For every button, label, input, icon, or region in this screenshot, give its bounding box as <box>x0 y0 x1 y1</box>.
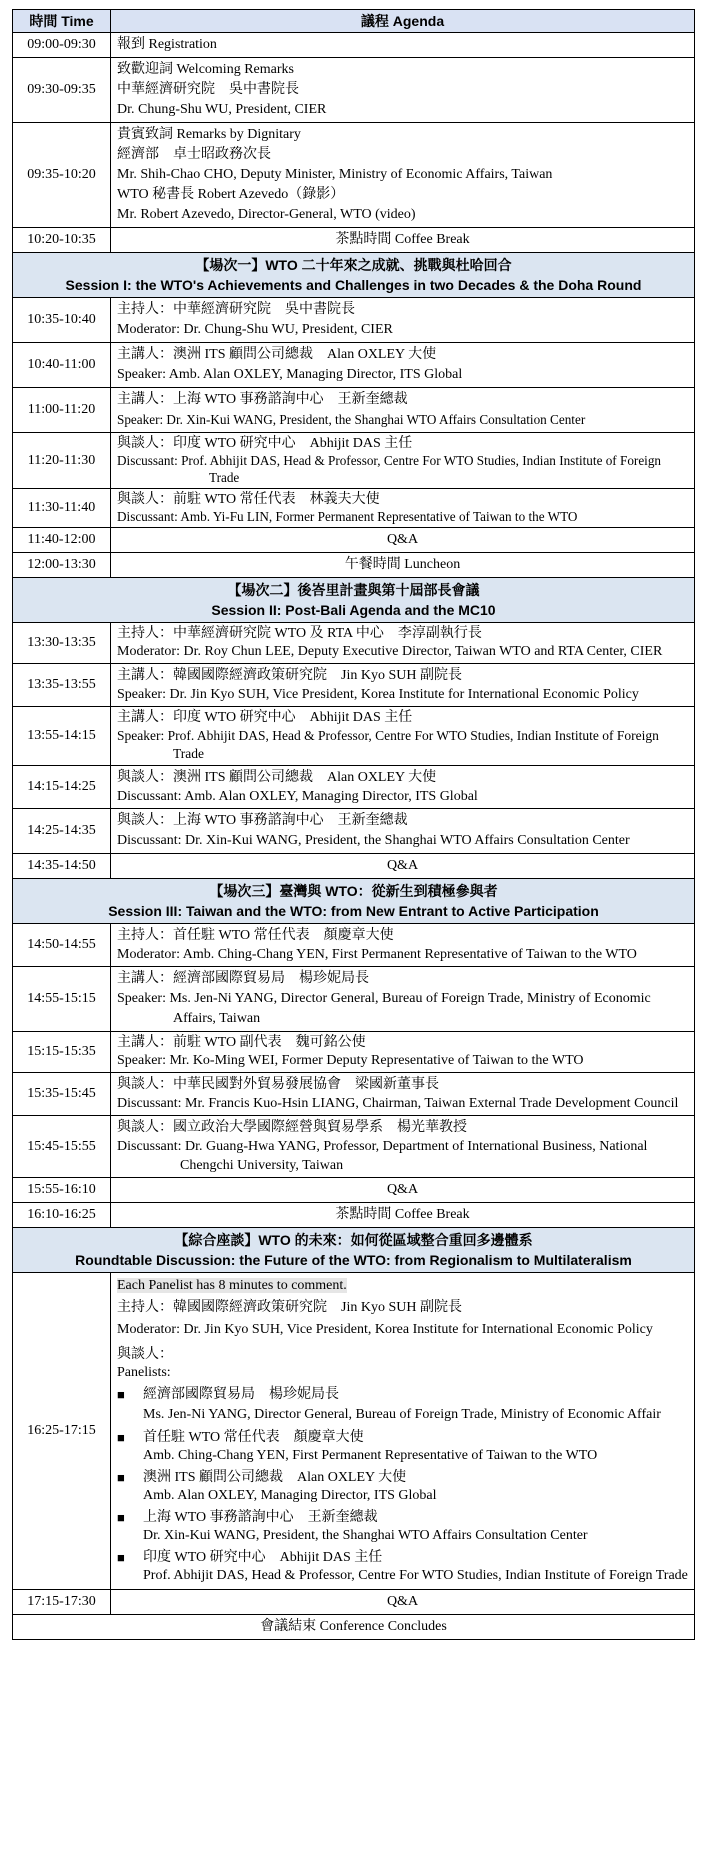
speaker-zh: 與談人：中華民國對外貿易發展協會 梁國新董事長 <box>117 1077 439 1092</box>
table-row <box>13 1032 695 1073</box>
row-item <box>111 766 695 809</box>
table-row <box>13 854 695 879</box>
row-item <box>111 809 695 854</box>
row-time: 14:50-14:55 <box>13 924 111 967</box>
panelist-zh: 首任駐 WTO 常任代表 顏慶章大使 <box>143 1430 364 1445</box>
speaker-zh: 與談人：印度 WTO 研究中心 Abhijit DAS 主任 <box>117 436 413 451</box>
row-time: 13:55-14:15 <box>13 707 111 766</box>
speaker-en: Speaker: Dr. Jin Kyo SUH, Vice President, Korea Institute for International Economic Policy <box>117 687 639 702</box>
row-time: 09:35-10:20 <box>13 123 111 228</box>
speaker-zh: 主講人：上海 WTO 事務諮詢中心 王新奎總裁 <box>117 392 408 407</box>
row-item <box>111 1073 695 1116</box>
table-row <box>13 528 695 553</box>
panelist-en: Amb. Alan OXLEY, Managing Director, ITS Global <box>143 1488 437 1503</box>
row-time: 16:25-17:15 <box>13 1273 111 1590</box>
speaker-zh: 主持人：中華經濟研究院 吳中書院長 <box>117 302 355 317</box>
row-item: 午餐時間 Luncheon <box>111 553 695 578</box>
row-item: 報到 Registration <box>111 33 695 58</box>
table-row <box>13 553 695 578</box>
speaker-zh: 與談人：上海 WTO 事務諮詢中心 王新奎總裁 <box>117 813 408 828</box>
speaker-zh: 與談人：澳洲 ITS 顧問公司總裁 Alan OXLEY 大使 <box>117 770 437 785</box>
speaker-en: Discussant: Amb. Yi-Fu LIN, Former Permanent Representative of Taiwan to the WTO <box>117 509 578 524</box>
row-item <box>111 1116 695 1178</box>
row-item <box>111 1273 695 1590</box>
table-row <box>13 489 695 528</box>
speaker-en: Speaker: Amb. Alan OXLEY, Managing Director, ITS Global <box>117 367 463 382</box>
row-time: 09:00-09:30 <box>13 33 111 58</box>
table-header <box>13 10 695 33</box>
item-title: 致歡迎詞 Welcoming Remarks <box>117 62 294 77</box>
speaker-en: Discussant: Amb. Alan OXLEY, Managing Director, ITS Global <box>117 789 478 804</box>
table-row <box>13 1273 695 1590</box>
row-item <box>111 1032 695 1073</box>
row-item: Q&A <box>111 528 695 553</box>
table-row <box>13 58 695 123</box>
row-item: 茶點時間 Coffee Break <box>111 1203 695 1228</box>
speaker-en: Mr. Robert Azevedo, Director-General, WTO (video) <box>117 207 416 222</box>
table-row <box>13 123 695 228</box>
row-time: 15:15-15:35 <box>13 1032 111 1073</box>
speaker-en: Speaker: Dr. Xin-Kui WANG, President, the Shanghai WTO Affairs Consultation Center <box>117 412 586 427</box>
panelist-en: Prof. Abhijit DAS, Head & Professor, Centre For WTO Studies, Indian Institute of Foreign Trade <box>143 1568 688 1583</box>
row-time: 14:25-14:35 <box>13 809 111 854</box>
row-item <box>111 433 695 489</box>
speaker-zh: 主講人：韓國國際經濟政策研究院 Jin Kyo SUH 副院長 <box>117 668 462 683</box>
row-time: 11:20-11:30 <box>13 433 111 489</box>
bullet-icon: ■ <box>117 1550 125 1565</box>
speaker-zh: 主持人：首任駐 WTO 常任代表 顏慶章大使 <box>117 928 394 943</box>
row-item <box>111 123 695 228</box>
panelist-zh: 經濟部國際貿易局 楊珍妮局長 <box>143 1387 339 1402</box>
speaker-zh: 主講人：經濟部國際貿易局 楊珍妮局長 <box>117 971 369 986</box>
row-time: 15:35-15:45 <box>13 1073 111 1116</box>
session-header <box>13 1228 695 1273</box>
row-item: 茶點時間 Coffee Break <box>111 228 695 253</box>
speaker-zh: 主講人：前駐 WTO 副代表 魏可銘公使 <box>117 1035 366 1050</box>
speaker-en: Discussant: Dr. Xin-Kui WANG, President, the Shanghai WTO Affairs Consultation Center <box>117 833 630 848</box>
speaker-en: Discussant: Dr. Guang-Hwa YANG, Professor, Department of International Business, National Chengchi University, Taiwan <box>117 1139 648 1173</box>
panelist-en: Dr. Xin-Kui WANG, President, the Shanghai WTO Affairs Consultation Center <box>143 1528 588 1543</box>
header-agenda: 議程 Agenda <box>111 10 695 33</box>
panelist-item <box>117 1469 688 1505</box>
row-item <box>111 58 695 123</box>
row-item <box>111 967 695 1032</box>
session-title-zh: 【綜合座談】WTO 的未來：如何從區域整合重回多邊體系 <box>174 1232 533 1248</box>
closing-row: 會議結束 Conference Concludes <box>13 1615 695 1640</box>
panelist-zh: 印度 WTO 研究中心 Abhijit DAS 主任 <box>143 1550 383 1565</box>
session-header <box>13 578 695 623</box>
speaker-en: Moderator: Dr. Chung-Shu WU, President, CIER <box>117 322 393 337</box>
table-row <box>13 623 695 664</box>
session-title-en: Session III: Taiwan and the WTO: from New Entrant to Active Participation <box>108 903 599 919</box>
session-title-zh: 【場次二】後峇里計畫與第十屆部長會議 <box>227 582 480 598</box>
item-title: 貴賓致詞 Remarks by Dignitary <box>117 127 301 142</box>
panelist-en: Amb. Ching-Chang YEN, First Permanent Representative of Taiwan to the WTO <box>143 1448 598 1463</box>
table-row <box>13 1203 695 1228</box>
table-row <box>13 1615 695 1640</box>
panelist-zh: 澳洲 ITS 顧問公司總裁 Alan OXLEY 大使 <box>143 1470 407 1485</box>
row-item: Q&A <box>111 1590 695 1615</box>
table-row <box>13 707 695 766</box>
table-row <box>13 967 695 1032</box>
speaker-zh: 與談人：前駐 WTO 常任代表 林義夫大使 <box>117 492 380 507</box>
session-title-en: Session I: the WTO's Achievements and Challenges in two Decades & the Doha Round <box>65 277 642 293</box>
row-time: 14:15-14:25 <box>13 766 111 809</box>
table-row <box>13 664 695 707</box>
row-time: 10:40-11:00 <box>13 343 111 388</box>
table-row <box>13 343 695 388</box>
row-time: 11:00-11:20 <box>13 388 111 433</box>
panelist-item <box>117 1429 688 1465</box>
speaker-zh: 與談人：國立政治大學國際經營與貿易學系 楊光華教授 <box>117 1120 467 1135</box>
bullet-icon: ■ <box>117 1387 125 1402</box>
row-item <box>111 388 695 433</box>
row-time: 10:35-10:40 <box>13 298 111 343</box>
speaker-en: Moderator: Amb. Ching-Chang YEN, First Permanent Representative of Taiwan to the WTO <box>117 947 637 962</box>
speaker-en: Speaker: Ms. Jen-Ni YANG, Director General, Bureau of Foreign Trade, Ministry of Economic Affairs, Taiwan <box>117 991 651 1026</box>
row-time: 15:45-15:55 <box>13 1116 111 1178</box>
session-header <box>13 879 695 924</box>
row-item <box>111 924 695 967</box>
table-row <box>13 766 695 809</box>
session-title-en: Session II: Post-Bali Agenda and the MC10 <box>211 602 496 618</box>
table-row <box>13 1178 695 1203</box>
panelists-label-en: Panelists: <box>117 1365 171 1380</box>
speaker-zh: 經濟部 卓士昭政務次長 <box>117 147 271 162</box>
moderator-zh: 主持人：韓國國際經濟政策研究院 Jin Kyo SUH 副院長 <box>117 1300 462 1315</box>
speaker-zh: WTO 秘書長 Robert Azevedo（錄影） <box>117 187 345 202</box>
row-time: 09:30-09:35 <box>13 58 111 123</box>
speaker-en: Discussant: Mr. Francis Kuo-Hsin LIANG, Chairman, Taiwan External Trade Development Council <box>117 1096 679 1111</box>
speaker-en: Discussant: Prof. Abhijit DAS, Head & Professor, Centre For WTO Studies, Indian Institute of Foreign Trade <box>117 453 662 485</box>
table-row <box>13 298 695 343</box>
table-row <box>13 228 695 253</box>
row-item: Q&A <box>111 1178 695 1203</box>
speaker-zh: 主講人：印度 WTO 研究中心 Abhijit DAS 主任 <box>117 710 413 725</box>
panelists-label-zh: 與談人： <box>117 1347 173 1362</box>
row-time: 13:35-13:55 <box>13 664 111 707</box>
speaker-zh: 中華經濟研究院 吳中書院長 <box>117 82 299 97</box>
speaker-en: Speaker: Mr. Ko-Ming WEI, Former Deputy Representative of Taiwan to the WTO <box>117 1053 584 1068</box>
row-time: 14:35-14:50 <box>13 854 111 879</box>
moderator-en: Moderator: Dr. Jin Kyo SUH, Vice President, Korea Institute for International Economic Policy <box>117 1322 653 1337</box>
table-row <box>13 1590 695 1615</box>
session-title-zh: 【場次一】WTO 二十年來之成就、挑戰與杜哈回合 <box>195 257 512 273</box>
table-row <box>13 1073 695 1116</box>
row-time: 16:10-16:25 <box>13 1203 111 1228</box>
comment-note: Each Panelist has 8 minutes to comment. <box>117 1278 347 1293</box>
row-time: 13:30-13:35 <box>13 623 111 664</box>
speaker-zh: 主持人：中華經濟研究院 WTO 及 RTA 中心 李淳副執行長 <box>117 626 482 641</box>
speaker-en: Moderator: Dr. Roy Chun LEE, Deputy Executive Director, Taiwan WTO and RTA Center, CIER <box>117 644 663 659</box>
speaker-en: Mr. Shih-Chao CHO, Deputy Minister, Ministry of Economic Affairs, Taiwan <box>117 167 553 182</box>
row-item <box>111 664 695 707</box>
bullet-icon: ■ <box>117 1510 125 1525</box>
table-row <box>13 433 695 489</box>
row-item <box>111 623 695 664</box>
table-row <box>13 924 695 967</box>
bullet-icon: ■ <box>117 1430 125 1445</box>
header-time: 時間 Time <box>13 10 111 33</box>
row-time: 11:30-11:40 <box>13 489 111 528</box>
panelist-item <box>117 1549 688 1585</box>
row-item <box>111 707 695 766</box>
agenda-table <box>12 9 695 1640</box>
speaker-zh: 主講人：澳洲 ITS 顧問公司總裁 Alan OXLEY 大使 <box>117 347 437 362</box>
row-time: 14:55-15:15 <box>13 967 111 1032</box>
table-row <box>13 388 695 433</box>
panelist-zh: 上海 WTO 事務諮詢中心 王新奎總裁 <box>143 1510 378 1525</box>
table-row <box>13 809 695 854</box>
row-item <box>111 343 695 388</box>
panelist-item <box>117 1386 688 1425</box>
row-time: 10:20-10:35 <box>13 228 111 253</box>
row-time: 17:15-17:30 <box>13 1590 111 1615</box>
row-time: 12:00-13:30 <box>13 553 111 578</box>
speaker-en: Dr. Chung-Shu WU, President, CIER <box>117 102 327 117</box>
panelist-item <box>117 1509 688 1545</box>
session-header <box>13 253 695 298</box>
table-row <box>13 33 695 58</box>
row-time: 11:40-12:00 <box>13 528 111 553</box>
table-row <box>13 1116 695 1178</box>
row-time: 15:55-16:10 <box>13 1178 111 1203</box>
row-item <box>111 489 695 528</box>
panelist-en: Ms. Jen-Ni YANG, Director General, Bureau of Foreign Trade, Ministry of Economic Affair <box>143 1407 661 1422</box>
row-item: Q&A <box>111 854 695 879</box>
session-title-en: Roundtable Discussion: the Future of the WTO: from Regionalism to Multilateralism <box>75 1252 632 1268</box>
row-item <box>111 298 695 343</box>
speaker-en: Speaker: Prof. Abhijit DAS, Head & Professor, Centre For WTO Studies, Indian Institute of Foreign Trade <box>117 728 659 761</box>
bullet-icon: ■ <box>117 1470 125 1485</box>
session-title-zh: 【場次三】臺灣與 WTO：從新生到積極參與者 <box>209 883 498 899</box>
